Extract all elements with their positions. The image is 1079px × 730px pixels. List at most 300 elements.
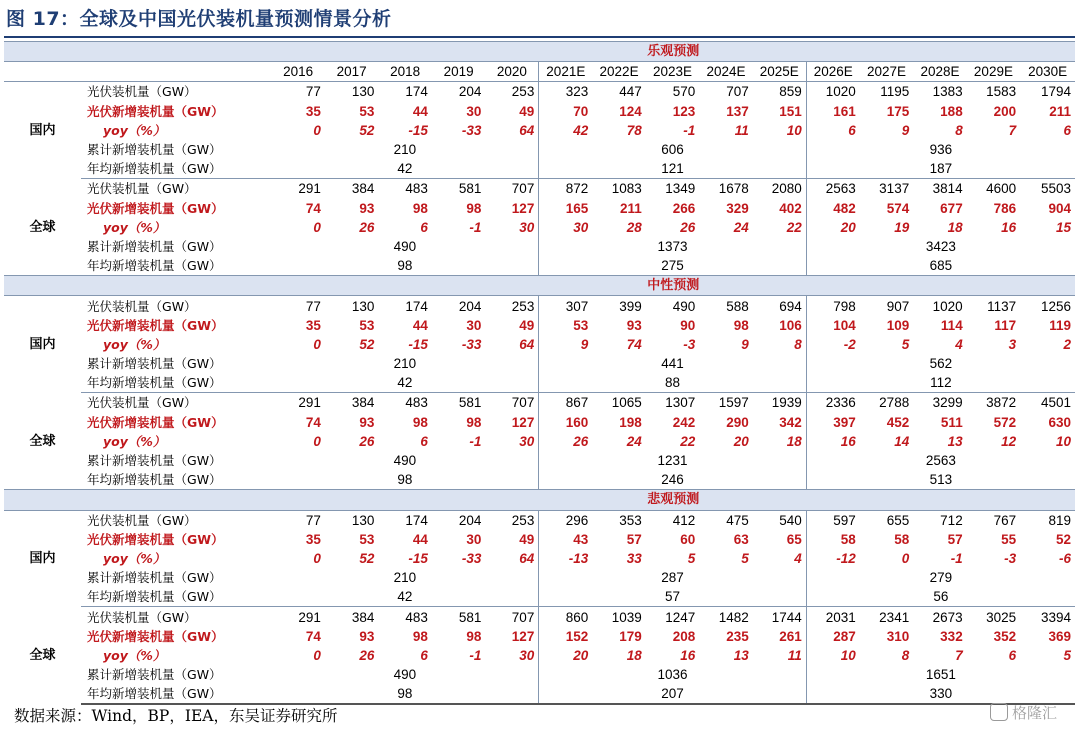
value-cell: 6 xyxy=(1008,647,1017,663)
value-cell: 8 xyxy=(794,336,802,352)
year-header: 2022E xyxy=(592,62,645,82)
value-cell: 5 xyxy=(1063,647,1071,663)
value-cell: 16 xyxy=(806,432,859,451)
value-cell: 10 xyxy=(786,122,802,138)
value-cell: 58 xyxy=(894,531,910,547)
title-rule xyxy=(4,36,1075,38)
value-cell: 93 xyxy=(359,628,375,644)
value-cell: -1 xyxy=(469,647,482,663)
value-cell: 12 xyxy=(1001,433,1017,449)
row-label: 光伏新增装机量（GW） xyxy=(87,103,224,119)
value-cell: 0 xyxy=(313,122,321,138)
value-cell: 98 xyxy=(412,414,428,430)
aggregate-cell: 279 xyxy=(806,568,1075,587)
row-cumulative xyxy=(4,665,1075,684)
value-cell: 1195 xyxy=(880,84,910,100)
value-cell: -3 xyxy=(683,336,696,352)
value-cell: 1678 xyxy=(718,181,749,197)
region-label: 全球 xyxy=(29,648,56,664)
value-cell: 58 xyxy=(806,530,859,549)
value-cell: 64 xyxy=(519,550,535,566)
value-cell: -15 xyxy=(408,122,428,138)
aggregate-cell: 210 xyxy=(393,142,417,158)
row-label: 累计新增装机量（GW） xyxy=(87,453,222,469)
value-cell: 44 xyxy=(412,103,428,119)
row-yoy xyxy=(4,218,1075,237)
value-cell: 77 xyxy=(305,84,321,100)
value-cell: 253 xyxy=(511,84,535,100)
value-cell: 1039 xyxy=(611,609,642,625)
value-cell: 60 xyxy=(680,531,696,547)
value-cell: 1583 xyxy=(986,84,1017,100)
value-cell: 2031 xyxy=(806,607,859,627)
aggregate-cell: 187 xyxy=(806,159,1075,179)
year-header: 2017 xyxy=(325,62,378,82)
value-cell: 5 xyxy=(687,550,696,566)
value-cell: 35 xyxy=(305,317,321,333)
value-cell: 402 xyxy=(779,200,802,216)
value-cell: -15 xyxy=(408,336,428,352)
scenario-title: 中性预测 xyxy=(271,276,1075,296)
value-cell: 296 xyxy=(539,510,592,530)
value-cell: 98 xyxy=(466,200,482,216)
value-cell: -2 xyxy=(806,335,859,354)
value-cell: 253 xyxy=(511,512,535,528)
value-cell: 53 xyxy=(539,316,592,335)
scenario-header-row xyxy=(4,490,1075,510)
row-yoy xyxy=(4,549,1075,568)
value-cell: 867 xyxy=(539,393,592,413)
value-cell: 1383 xyxy=(932,84,963,100)
value-cell: 307 xyxy=(539,296,592,316)
value-cell: 3 xyxy=(1008,336,1017,352)
figure-title: 图 17：全球及中国光伏装机量预测情景分析 xyxy=(6,8,392,30)
value-cell: 13 xyxy=(733,647,749,663)
value-cell: 130 xyxy=(351,298,375,314)
aggregate-cell: 2563 xyxy=(806,451,1075,470)
value-cell: 93 xyxy=(359,414,375,430)
row-capacity xyxy=(4,296,1075,316)
value-cell: 447 xyxy=(619,84,642,100)
value-cell: 572 xyxy=(993,414,1017,430)
value-cell: 123 xyxy=(672,103,696,119)
value-cell: 581 xyxy=(458,181,482,197)
value-cell: 310 xyxy=(886,628,910,644)
value-cell: 4 xyxy=(955,336,963,352)
value-cell: 18 xyxy=(786,433,802,449)
value-cell: 26 xyxy=(359,219,375,235)
value-cell: 30 xyxy=(519,647,535,663)
aggregate-cell: 490 xyxy=(393,238,417,254)
value-cell: 6 xyxy=(806,121,859,140)
row-capacity xyxy=(4,510,1075,530)
value-cell: 483 xyxy=(405,395,428,411)
value-cell: 4 xyxy=(794,550,802,566)
row-label: 年均新增装机量（GW） xyxy=(81,684,271,704)
row-annual-avg xyxy=(4,587,1075,607)
aggregate-cell: 287 xyxy=(539,568,806,587)
row-label: 光伏装机量（GW） xyxy=(87,512,197,528)
year-header: 2027E xyxy=(860,62,913,82)
value-cell: 1247 xyxy=(665,609,696,625)
value-cell: 7 xyxy=(1008,122,1017,138)
row-label: 光伏新增装机量（GW） xyxy=(87,531,224,547)
value-cell: 1137 xyxy=(987,298,1017,314)
value-cell: 35 xyxy=(305,531,321,547)
value-cell: 104 xyxy=(806,316,859,335)
scenario-header-row xyxy=(4,276,1075,296)
row-annual-avg xyxy=(4,256,1075,276)
source-note: 数据来源：Wind，BP，IEA，东吴证券研究所 xyxy=(14,707,338,725)
value-cell: 6 xyxy=(1063,122,1071,138)
row-cumulative xyxy=(4,354,1075,373)
forecast-table xyxy=(4,41,1075,705)
value-cell: 211 xyxy=(620,200,642,216)
aggregate-cell: 330 xyxy=(806,684,1075,704)
value-cell: 28 xyxy=(626,219,642,235)
value-cell: 208 xyxy=(672,628,696,644)
row-label: 光伏装机量（GW） xyxy=(87,84,197,100)
value-cell: 26 xyxy=(539,432,592,451)
value-cell: 860 xyxy=(539,607,592,627)
value-cell: 574 xyxy=(886,200,910,216)
value-cell: 22 xyxy=(786,219,802,235)
row-yoy xyxy=(4,335,1075,354)
aggregate-cell: 936 xyxy=(806,140,1075,159)
value-cell: 5 xyxy=(901,336,910,352)
row-label: 光伏装机量（GW） xyxy=(87,395,197,411)
value-cell: 3025 xyxy=(986,609,1017,625)
row-new xyxy=(4,102,1075,121)
year-header: 2029E xyxy=(967,62,1020,82)
value-cell: 1020 xyxy=(932,298,963,314)
aggregate-cell: 42 xyxy=(271,373,538,393)
row-label: 光伏装机量（GW） xyxy=(87,181,197,197)
aggregate-cell: 275 xyxy=(539,256,806,276)
row-cumulative xyxy=(4,568,1075,587)
value-cell: 13 xyxy=(947,433,963,449)
value-cell: 872 xyxy=(539,179,592,199)
value-cell: 18 xyxy=(626,647,642,663)
row-label: yoy（%） xyxy=(103,647,166,663)
value-cell: 0 xyxy=(313,550,321,566)
aggregate-cell: 490 xyxy=(393,453,417,469)
year-header: 2030E xyxy=(1020,62,1075,82)
value-cell: 630 xyxy=(1048,414,1071,430)
value-cell: 3137 xyxy=(879,181,910,197)
value-cell: 0 xyxy=(901,550,910,566)
value-cell: 24 xyxy=(733,219,749,235)
value-cell: 677 xyxy=(940,200,963,216)
value-cell: 397 xyxy=(806,413,859,432)
value-cell: 329 xyxy=(726,200,749,216)
aggregate-cell: 1036 xyxy=(539,665,806,684)
value-cell: 15 xyxy=(1055,219,1071,235)
row-label: yoy（%） xyxy=(103,550,166,566)
value-cell: 4600 xyxy=(986,181,1017,197)
value-cell: 0 xyxy=(313,647,321,663)
value-cell: -1 xyxy=(683,122,696,138)
aggregate-cell: 246 xyxy=(539,470,806,490)
year-header: 2025E xyxy=(753,62,806,82)
value-cell: 581 xyxy=(458,609,482,625)
row-capacity xyxy=(4,607,1075,627)
row-label: 光伏新增装机量（GW） xyxy=(87,200,224,216)
value-cell: 65 xyxy=(786,531,802,547)
value-cell: 174 xyxy=(405,84,428,100)
value-cell: 10 xyxy=(1055,433,1071,449)
value-cell: 211 xyxy=(1049,103,1071,119)
row-label: 光伏装机量（GW） xyxy=(87,609,197,625)
value-cell: 707 xyxy=(511,609,535,625)
aggregate-cell: 112 xyxy=(806,373,1075,393)
row-annual-avg xyxy=(4,470,1075,490)
row-annual-avg xyxy=(4,373,1075,393)
value-cell: 2 xyxy=(1063,336,1071,352)
row-new xyxy=(4,627,1075,646)
value-cell: 707 xyxy=(726,84,749,100)
value-cell: 6 xyxy=(420,647,428,663)
value-cell: 511 xyxy=(940,414,963,430)
value-cell: 30 xyxy=(466,317,482,333)
value-cell: 90 xyxy=(680,317,696,333)
value-cell: 2080 xyxy=(771,181,802,197)
value-cell: 323 xyxy=(539,82,592,102)
aggregate-cell: 210 xyxy=(393,356,417,372)
value-cell: 74 xyxy=(305,200,321,216)
value-cell: 1020 xyxy=(806,82,859,102)
value-cell: 30 xyxy=(519,433,535,449)
value-cell: 1349 xyxy=(665,181,696,197)
value-cell: 9 xyxy=(901,122,910,138)
watermark-text: 格隆汇 xyxy=(1012,704,1058,722)
year-header: 2020 xyxy=(485,62,538,82)
value-cell: 2341 xyxy=(879,609,910,625)
value-cell: -1 xyxy=(469,433,482,449)
value-cell: -33 xyxy=(461,336,482,352)
value-cell: 5 xyxy=(741,550,749,566)
value-cell: 1065 xyxy=(611,395,642,411)
value-cell: 4501 xyxy=(1040,395,1071,411)
region-label: 国内 xyxy=(29,337,56,353)
value-cell: 9 xyxy=(539,335,592,354)
value-cell: 291 xyxy=(298,181,321,197)
value-cell: 2673 xyxy=(932,609,963,625)
row-label: 年均新增装机量（GW） xyxy=(81,373,271,393)
value-cell: 10 xyxy=(806,646,859,665)
row-label: 年均新增装机量（GW） xyxy=(81,159,271,179)
aggregate-cell: 513 xyxy=(806,470,1075,490)
value-cell: 597 xyxy=(806,510,859,530)
value-cell: 786 xyxy=(993,200,1017,216)
row-label: 累计新增装机量（GW） xyxy=(87,667,222,683)
row-label: 累计新增装机量（GW） xyxy=(87,356,222,372)
year-header: 2024E xyxy=(699,62,752,82)
aggregate-cell: 562 xyxy=(806,354,1075,373)
row-label: 光伏新增装机量（GW） xyxy=(87,414,224,430)
glh-logo-icon xyxy=(990,703,1008,721)
value-cell: 204 xyxy=(458,298,482,314)
year-header: 2023E xyxy=(646,62,699,82)
value-cell: 53 xyxy=(359,317,375,333)
value-cell: 16 xyxy=(680,647,696,663)
value-cell: 2336 xyxy=(806,393,859,413)
row-label: 年均新增装机量（GW） xyxy=(81,470,271,490)
value-cell: 43 xyxy=(539,530,592,549)
value-cell: 287 xyxy=(806,627,859,646)
row-label: 累计新增装机量（GW） xyxy=(87,238,222,254)
value-cell: 77 xyxy=(305,512,321,528)
value-cell: 49 xyxy=(519,531,535,547)
value-cell: 30 xyxy=(519,219,535,235)
value-cell: 352 xyxy=(993,628,1017,644)
value-cell: 1307 xyxy=(665,395,696,411)
value-cell: 369 xyxy=(1048,628,1071,644)
value-cell: 204 xyxy=(458,512,482,528)
value-cell: 64 xyxy=(519,336,535,352)
value-cell: 70 xyxy=(539,102,592,121)
value-cell: 859 xyxy=(779,84,802,100)
value-cell: 35 xyxy=(305,103,321,119)
value-cell: 1597 xyxy=(718,395,749,411)
value-cell: -1 xyxy=(950,550,963,566)
value-cell: 0 xyxy=(313,219,321,235)
value-cell: 165 xyxy=(539,199,592,218)
value-cell: 353 xyxy=(619,512,642,528)
value-cell: 904 xyxy=(1048,200,1071,216)
value-cell: 907 xyxy=(886,298,910,314)
value-cell: 0 xyxy=(313,433,321,449)
year-header: 2028E xyxy=(913,62,966,82)
value-cell: 98 xyxy=(466,414,482,430)
row-yoy xyxy=(4,432,1075,451)
value-cell: 98 xyxy=(733,317,749,333)
region-label: 国内 xyxy=(29,123,56,139)
value-cell: 30 xyxy=(466,103,482,119)
aggregate-cell: 1231 xyxy=(539,451,806,470)
row-yoy xyxy=(4,121,1075,140)
value-cell: 52 xyxy=(1055,531,1071,547)
value-cell: 581 xyxy=(458,395,482,411)
row-label: 年均新增装机量（GW） xyxy=(81,587,271,607)
value-cell: 119 xyxy=(1049,317,1071,333)
aggregate-cell: 98 xyxy=(271,684,538,704)
row-label: yoy（%） xyxy=(103,122,166,138)
value-cell: 33 xyxy=(626,550,642,566)
scenario-title: 悲观预测 xyxy=(271,490,1075,510)
value-cell: 124 xyxy=(619,103,642,119)
value-cell: 22 xyxy=(680,433,696,449)
value-cell: 114 xyxy=(940,317,963,333)
value-cell: 26 xyxy=(680,219,696,235)
value-cell: 11 xyxy=(787,647,802,663)
value-cell: 198 xyxy=(619,414,642,430)
value-cell: 9 xyxy=(741,336,749,352)
row-yoy xyxy=(4,646,1075,665)
aggregate-cell: 1373 xyxy=(539,237,806,256)
value-cell: 8 xyxy=(955,122,963,138)
value-cell: 30 xyxy=(539,218,592,237)
value-cell: 655 xyxy=(886,512,910,528)
value-cell: 694 xyxy=(779,298,802,314)
year-header: 2026E xyxy=(806,62,859,82)
value-cell: 707 xyxy=(511,395,535,411)
value-cell: -1 xyxy=(469,219,482,235)
value-cell: 3394 xyxy=(1040,609,1071,625)
value-cell: 384 xyxy=(351,609,375,625)
row-cumulative xyxy=(4,140,1075,159)
value-cell: 151 xyxy=(779,103,802,119)
value-cell: 540 xyxy=(779,512,802,528)
aggregate-cell: 441 xyxy=(539,354,806,373)
value-cell: 127 xyxy=(511,628,535,644)
value-cell: 2563 xyxy=(806,179,859,199)
row-capacity xyxy=(4,179,1075,199)
region-label: 全球 xyxy=(29,219,56,235)
value-cell: 137 xyxy=(726,103,749,119)
value-cell: 30 xyxy=(466,531,482,547)
value-cell: 152 xyxy=(539,627,592,646)
row-label: 年均新增装机量（GW） xyxy=(81,256,271,276)
aggregate-cell: 490 xyxy=(393,667,417,683)
value-cell: 261 xyxy=(779,628,802,644)
value-cell: 452 xyxy=(886,414,910,430)
value-cell: 106 xyxy=(779,317,802,333)
value-cell: -3 xyxy=(1004,550,1017,566)
value-cell: 53 xyxy=(359,531,375,547)
value-cell: 26 xyxy=(359,647,375,663)
value-cell: 57 xyxy=(947,531,963,547)
value-cell: 819 xyxy=(1048,512,1071,528)
value-cell: 798 xyxy=(806,296,859,316)
value-cell: 174 xyxy=(405,298,428,314)
value-cell: 18 xyxy=(947,219,963,235)
aggregate-cell: 88 xyxy=(539,373,806,393)
aggregate-cell: 606 xyxy=(539,140,806,159)
aggregate-cell: 42 xyxy=(271,587,538,607)
value-cell: 7 xyxy=(955,647,963,663)
value-cell: 53 xyxy=(359,103,375,119)
value-cell: 20 xyxy=(539,646,592,665)
aggregate-cell: 121 xyxy=(539,159,806,179)
row-label: 光伏新增装机量（GW） xyxy=(87,628,224,644)
value-cell: 44 xyxy=(412,317,428,333)
value-cell: 291 xyxy=(298,395,321,411)
aggregate-cell: 57 xyxy=(539,587,806,607)
value-cell: 5503 xyxy=(1040,181,1071,197)
value-cell: 77 xyxy=(305,298,321,314)
value-cell: 98 xyxy=(466,628,482,644)
value-cell: 26 xyxy=(359,433,375,449)
value-cell: 98 xyxy=(412,200,428,216)
row-label: 光伏新增装机量（GW） xyxy=(87,317,224,333)
value-cell: 1083 xyxy=(611,181,642,197)
value-cell: -33 xyxy=(461,550,482,566)
value-cell: -12 xyxy=(806,549,859,568)
aggregate-cell: 98 xyxy=(271,470,538,490)
region-label: 国内 xyxy=(29,551,56,567)
value-cell: 1794 xyxy=(1040,84,1071,100)
value-cell: 1939 xyxy=(771,395,802,411)
value-cell: 712 xyxy=(940,512,963,528)
row-label: 累计新增装机量（GW） xyxy=(87,142,222,158)
value-cell: 130 xyxy=(351,84,375,100)
year-header-row xyxy=(4,62,1075,82)
value-cell: 74 xyxy=(305,414,321,430)
value-cell: 55 xyxy=(1001,531,1017,547)
row-annual-avg xyxy=(4,684,1075,704)
value-cell: 19 xyxy=(894,219,910,235)
